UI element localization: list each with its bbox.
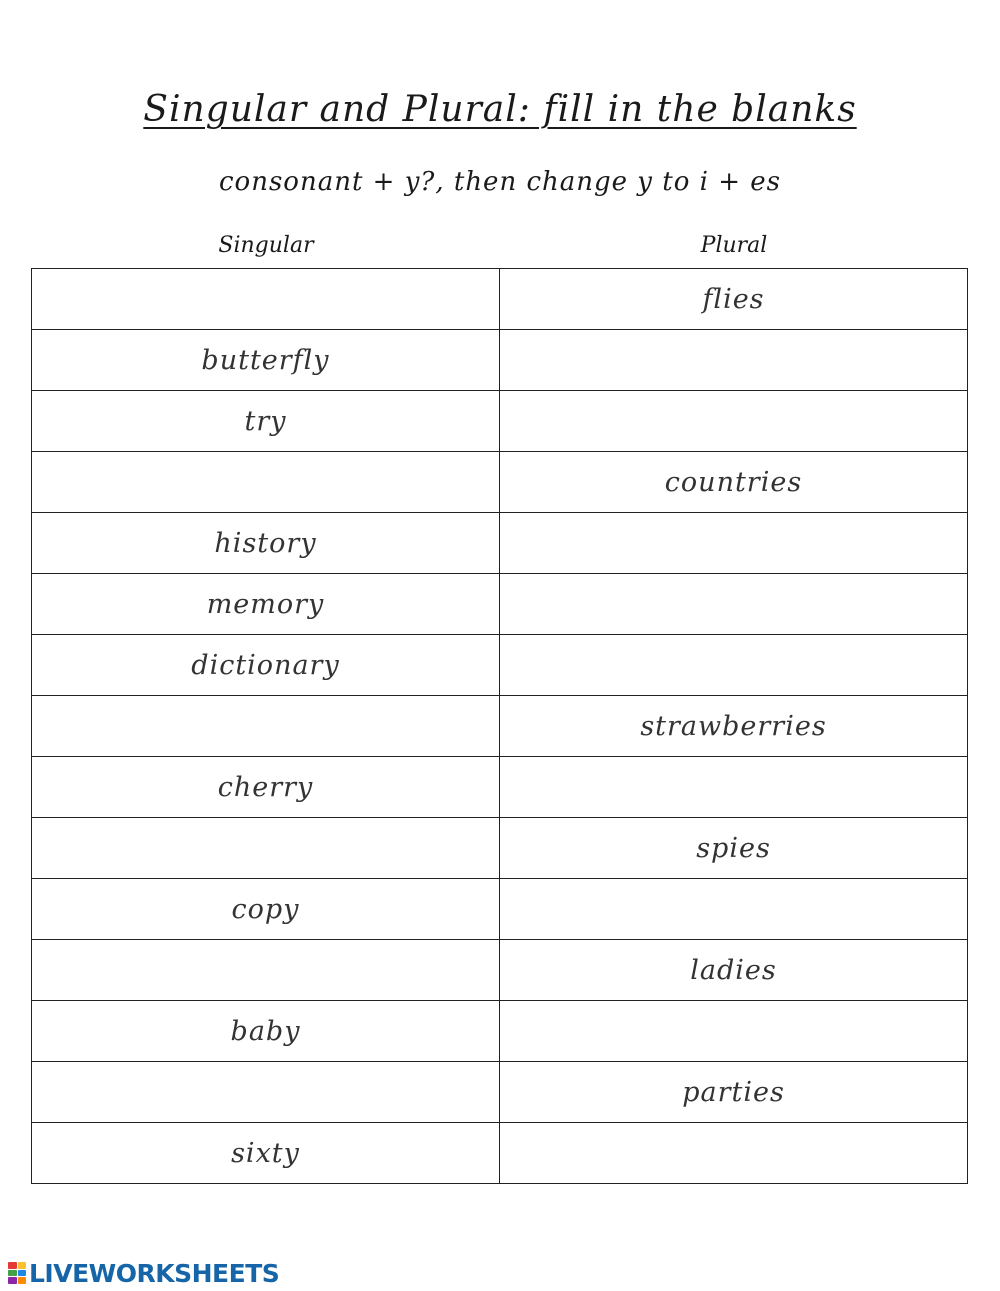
plural-cell: spies	[500, 818, 968, 879]
table-row	[32, 391, 968, 452]
word-table	[31, 268, 968, 1184]
table-row	[32, 757, 968, 818]
plural-cell: ladies	[500, 940, 968, 1001]
logo-brand-text: LIVEWORKSHEETS	[29, 1258, 280, 1288]
table-row	[32, 1001, 968, 1062]
table-row	[32, 269, 968, 330]
plural-cell[interactable]	[500, 391, 968, 452]
table-row	[32, 818, 968, 879]
singular-cell[interactable]	[32, 696, 500, 757]
plural-cell[interactable]	[500, 1001, 968, 1062]
table-row	[32, 1062, 968, 1123]
plural-cell[interactable]	[500, 330, 968, 391]
plural-cell: parties	[500, 1062, 968, 1123]
singular-column-header: Singular	[218, 233, 314, 258]
singular-cell: copy	[32, 879, 500, 940]
plural-cell: strawberries	[500, 696, 968, 757]
plural-cell[interactable]	[500, 879, 968, 940]
worksheet-title	[0, 82, 1000, 138]
singular-cell[interactable]	[32, 818, 500, 879]
table-row	[32, 513, 968, 574]
singular-cell: dictionary	[32, 635, 500, 696]
plural-cell[interactable]	[500, 1123, 968, 1184]
table-row	[32, 696, 968, 757]
singular-cell[interactable]	[32, 269, 500, 330]
liveworksheets-logo[interactable]	[8, 1258, 279, 1288]
plural-cell[interactable]	[500, 635, 968, 696]
singular-cell[interactable]	[32, 1062, 500, 1123]
table-row	[32, 452, 968, 513]
rule-subtitle: consonant + y?, then change y to i + es	[219, 167, 781, 197]
plural-cell[interactable]	[500, 757, 968, 818]
singular-cell: sixty	[32, 1123, 500, 1184]
table-row	[32, 1123, 968, 1184]
liveworksheets-logo-icon	[8, 1262, 26, 1284]
plural-cell: countries	[500, 452, 968, 513]
singular-cell: try	[32, 391, 500, 452]
plural-cell[interactable]	[500, 574, 968, 635]
singular-cell[interactable]	[32, 940, 500, 1001]
singular-cell: history	[32, 513, 500, 574]
singular-cell: cherry	[32, 757, 500, 818]
table-row	[32, 330, 968, 391]
singular-cell[interactable]	[32, 452, 500, 513]
table-row	[32, 574, 968, 635]
table-row	[32, 635, 968, 696]
plural-column-header: Plural	[700, 233, 768, 258]
singular-cell: memory	[32, 574, 500, 635]
singular-cell: butterfly	[32, 330, 500, 391]
plural-cell[interactable]	[500, 513, 968, 574]
table-row	[32, 879, 968, 940]
table-row	[32, 940, 968, 1001]
worksheet-title-text: Singular and Plural: fill in the blanks	[143, 89, 857, 130]
plural-cell: flies	[500, 269, 968, 330]
singular-cell: baby	[32, 1001, 500, 1062]
